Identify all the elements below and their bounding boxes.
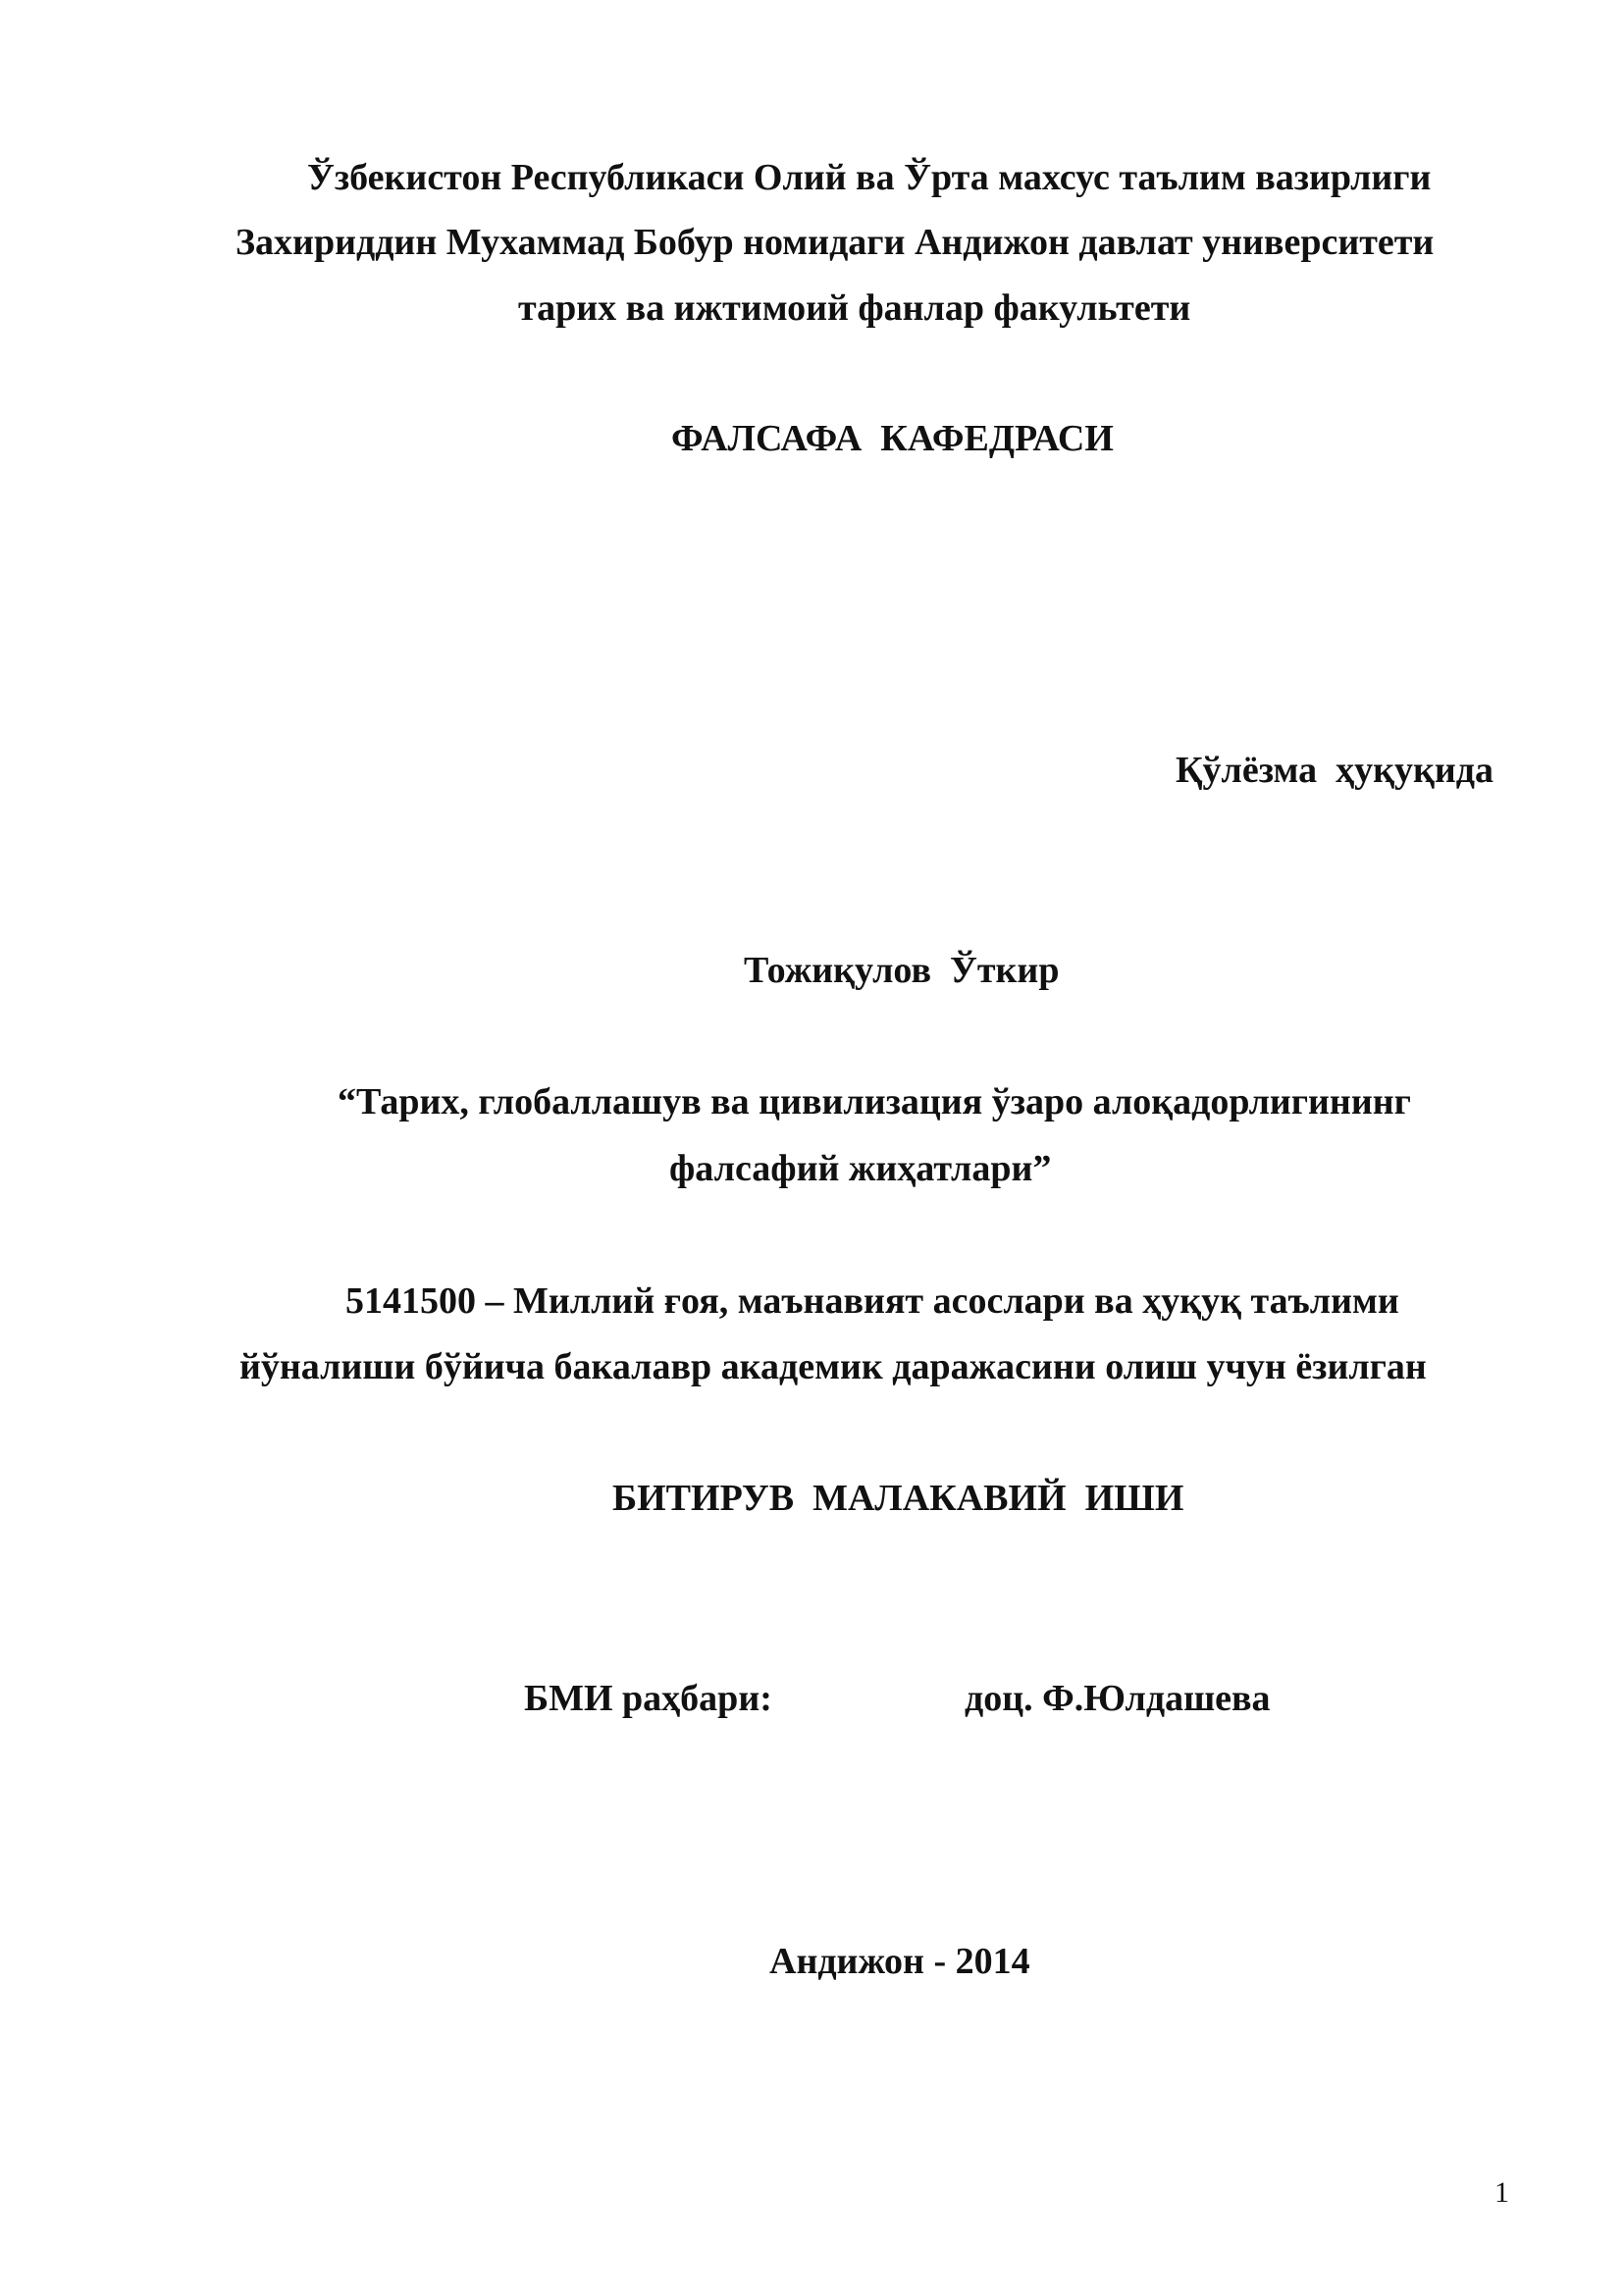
thesis-title-line1: “Тарих, глобаллашув ва цивилизация ўзаро алоқадорлигининг (338, 1081, 1411, 1122)
city-year: Андижон - 2014 (769, 1941, 1030, 1982)
thesis-title-line2: фалсафий жиҳатлари” (669, 1148, 1052, 1189)
faculty-line: тарих ва ижтимоий фанлар факультети (518, 287, 1191, 329)
supervisor-label: БМИ раҳбари: (524, 1678, 772, 1719)
manuscript-note: Қўлёзма ҳуқуқида (1176, 750, 1494, 791)
department-heading: ФАЛСАФА КАФЕДРАСИ (671, 418, 1114, 459)
page-number: 1 (1494, 2176, 1509, 2209)
specialty-line2: йўналиши бўйича бакалавр академик даражасини олиш учун ёзилган (239, 1346, 1427, 1387)
supervisor-name: доц. Ф.Юлдашева (965, 1678, 1271, 1719)
work-type-heading: БИТИРУВ МАЛАКАВИЙ ИШИ (612, 1478, 1184, 1519)
specialty-line1: 5141500 – Миллий ғоя, маънавият асослари ва ҳуқуқ таълими (345, 1280, 1399, 1322)
author-name: Тожиқулов Ўткир (744, 950, 1060, 991)
university-line: Захириддин Мухаммад Бобур номидаги Андижон давлат университети (236, 222, 1435, 263)
ministry-line: Ўзбекистон Республикаси Олий ва Ўрта махсус таълим вазирлиги (307, 157, 1432, 198)
